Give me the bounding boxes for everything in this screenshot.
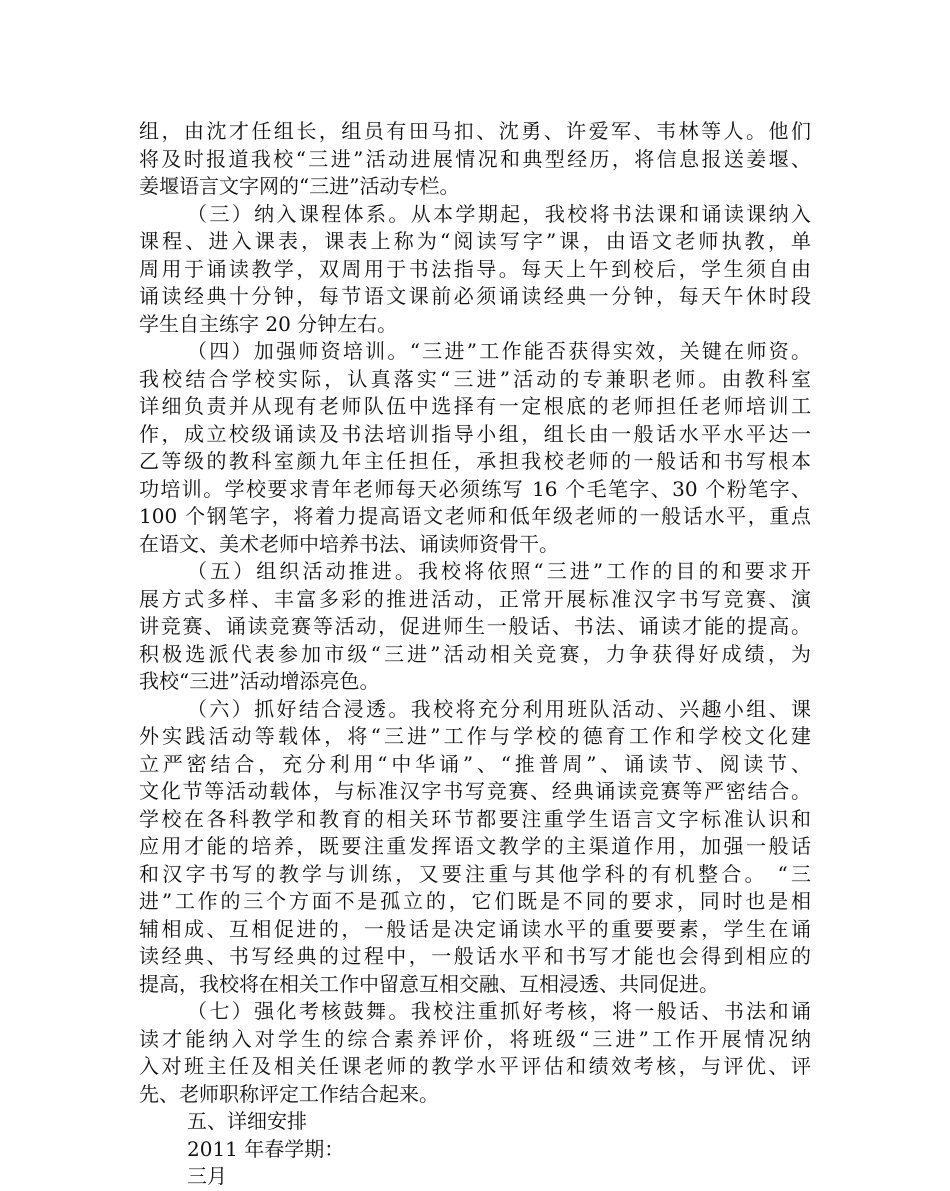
text-line: 三月 (187, 1164, 227, 1188)
text-line: 将及时报道我校“三进”活动进展情况和典型经历，将信息报送姜堰、 (139, 146, 811, 171)
text-line: 入对班主任及相关任课老师的教学水平评估和绩效考核，与评优、评 (139, 1054, 811, 1078)
text-line: 在语文、美术老师中培养书法、诵读师资骨干。 (139, 531, 559, 556)
text-line: 展方式多样、丰富多彩的推进活动，正常开展标准汉字书写竞赛、演 (139, 586, 811, 611)
text-line: 学校在各科教学和教育的相关环节都要注重学生语言文字标准认识和 (139, 806, 811, 831)
text-line: 2011 年春学期： (187, 1136, 345, 1161)
text-line: 和汉字书写的教学与训练，又要注重与其他学科的有机整合。 “三 (139, 861, 811, 886)
text-line: 读才能纳入对学生的综合素养评价，将班级“三进”工作开展情况纳 (139, 1026, 811, 1051)
text-line: 讲竞赛、诵读竞赛等活动，促进师生一般话、书法、诵读才能的提高。 (139, 614, 811, 638)
document-body (139, 118, 811, 1191)
text-line: 先、老师职称评定工作结合起来。 (139, 1081, 439, 1106)
text-line: （五）组织活动推进。我校将依照“三进”工作的目的和要求开 (187, 559, 811, 583)
text-line: 我校“三进”活动增添亮色。 (139, 669, 380, 693)
text-line: （六）抓好结合浸透。我校将充分利用班队活动、兴趣小组、课 (187, 696, 811, 721)
text-line: 课程、进入课表，课表上称为“阅读写字”课，由语文老师执教，单 (139, 229, 811, 253)
text-line: 立严密结合，充分利用“中华诵”、“推普周”、诵读节、阅读节、 (139, 751, 811, 776)
text-line: 五、详细安排 (187, 1109, 307, 1133)
text-line: 诵读经典十分钟，每节语文课前必须诵读经典一分钟，每天午休时段 (139, 284, 811, 308)
text-line: 提高，我校将在相关工作中留意互相交融、互相浸透、共同促进。 (139, 971, 719, 996)
text-line: 应用才能的培养，既要注重发挥语文教学的主渠道作用，加强一般话 (139, 834, 811, 858)
text-line: 乙等级的教科室颜九年主任担任，承担我校老师的一般话和书写根本 (139, 449, 811, 473)
text-line: 周用于诵读教学，双周用于书法指导。每天上午到校后，学生须自由 (139, 256, 811, 281)
text-line: 进”工作的三个方面不是孤立的，它们既是不同的要求，同时也是相 (139, 889, 811, 913)
text-line: 作，成立校级诵读及书法培训指导小组，组长由一般话水平水平达一 (139, 421, 811, 446)
text-line: （四）加强师资培训。“三进”工作能否获得实效，关键在师资。 (187, 339, 811, 363)
text-line: 100 个钢笔字，将着力提高语文老师和低年级老师的一般话水平，重点 (139, 504, 811, 528)
text-line: 文化节等活动载体，与标准汉字书写竞赛、经典诵读竞赛等严密结合。 (139, 779, 811, 803)
text-line: 我校结合学校实际，认真落实“三进”活动的专兼职老师。由教科室 (139, 366, 811, 391)
text-line: 读经典、书写经典的过程中，一般话水平和书写才能也会得到相应的 (139, 944, 811, 968)
text-line: 姜堰语言文字网的“三进”活动专栏。 (139, 174, 460, 198)
text-line: 功培训。学校要求青年老师每天必须练写 16 个毛笔字、30 个粉笔字、 (139, 476, 811, 501)
text-line: 详细负责并从现有老师队伍中选择有一定根底的老师担任老师培训工 (139, 394, 811, 418)
text-line: 组，由沈才任组长，组员有田马扣、沈勇、许爱军、韦林等人。他们 (139, 119, 811, 143)
text-line: 外实践活动等载体，将“三进”工作与学校的德育工作和学校文化建 (139, 724, 811, 748)
text-line: （七）强化考核鼓舞。我校注重抓好考核，将一般话、书法和诵 (187, 999, 811, 1023)
text-line: 辅相成、互相促进的，一般话是决定诵读水平的重要要素，学生在诵 (139, 916, 811, 941)
text-line: 积极选派代表参加市级“三进”活动相关竞赛，力争获得好成绩，为 (139, 641, 811, 666)
text-line: （三）纳入课程体系。从本学期起，我校将书法课和诵读课纳入 (187, 201, 811, 226)
text-line: 学生自主练字 20 分钟左右。 (139, 311, 398, 336)
